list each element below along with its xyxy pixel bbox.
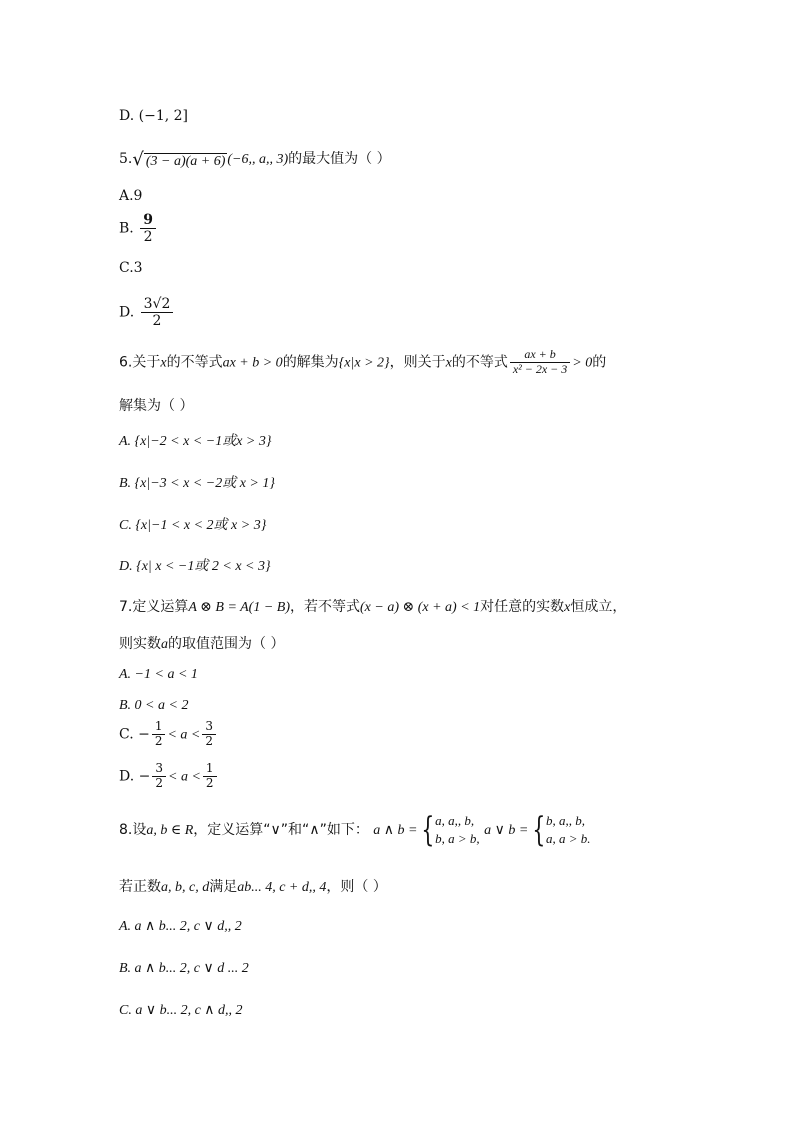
q8-and-cases	[435, 812, 480, 848]
q4-option-d-text: D. (−1, 2]	[119, 108, 188, 124]
q8-stem-part1: 8.设	[119, 822, 147, 839]
q7-option-d-d1: 2	[155, 775, 163, 790]
q6-stem-line1	[119, 348, 606, 377]
q6-stem-part2: 的不等式	[166, 354, 223, 371]
q5-option-b-label: B.	[119, 220, 134, 237]
q7-option-c-n2: 3	[202, 720, 216, 735]
q7-stem-line2-b: 的取值范围为（ ）	[168, 636, 285, 652]
q5-radicand: (3 − a)(a + 6)	[145, 153, 226, 169]
q8-line2-part2: 满足	[209, 879, 238, 895]
q6-option-b-text: B. {x|−3 < x < −2或 x > 1}	[119, 476, 275, 491]
q7-option-c-d2: 2	[205, 733, 214, 748]
q7-option-c-n1: 1	[152, 720, 166, 735]
q5-option-d-fraction	[141, 296, 174, 329]
q7-option-d-frac1	[152, 762, 166, 791]
q8-option-c	[119, 1002, 243, 1019]
q8-op-and: ∧	[309, 823, 320, 839]
q5-option-b-fraction	[140, 212, 156, 245]
q8-option-a	[119, 918, 242, 935]
q7-stem-line2	[119, 633, 284, 653]
q8-condition: ab... 4, c + d,, 4	[237, 880, 327, 895]
q6-stem-part1: 6.关于	[119, 354, 161, 371]
q6-option-d	[119, 555, 271, 575]
q5-option-d-label: D.	[119, 304, 135, 321]
q6-stem-part3: 的解集为	[282, 354, 339, 371]
q8-option-a-text: A. a ∧ b... 2, c ∨ d,, 2	[119, 919, 242, 934]
q6-var-x2: x	[445, 355, 452, 371]
q5-option-c	[119, 260, 143, 276]
q8-stem-line2	[119, 876, 387, 896]
q7-option-c-label: C. −	[119, 726, 150, 743]
q5-option-d-den: 2	[152, 313, 162, 330]
q6-option-d-text: D. {x| x < −1或 2 < x < 3}	[119, 559, 271, 574]
q5-option-b-den: 2	[143, 229, 153, 246]
q7-var-x: x	[564, 600, 571, 615]
q7-option-d-n1: 3	[152, 762, 166, 777]
q7-option-d-n2: 1	[203, 762, 217, 777]
q7-inequality: (x − a) ⊗ (x + a) < 1	[360, 600, 481, 615]
q8-stem-line1	[119, 810, 591, 851]
q8-option-b	[119, 960, 249, 977]
q7-option-c-mid: < a <	[167, 727, 201, 743]
q7-operation-def: A ⊗ B = A(1 − B)	[188, 600, 291, 615]
q7-option-b	[119, 697, 188, 714]
q6-fraction	[510, 348, 570, 377]
q7-option-a-text: A. −1 < a < 1	[119, 667, 198, 682]
q8-line2-part3: ，则（ ）	[326, 879, 387, 895]
q6-stem-part6: 的	[592, 354, 607, 371]
q8-or-brace: {	[532, 810, 546, 851]
q6-option-c	[119, 514, 266, 534]
q7-stem-line2-a: 则实数	[119, 636, 161, 652]
q5-condition: (−6,, a,, 3)	[227, 152, 289, 167]
q6-option-c-text: C. {x|−1 < x < 2或 x > 3}	[119, 518, 267, 533]
q6-stem-part4: ，则关于	[389, 354, 446, 371]
q8-stem-part3: ”和“	[280, 822, 310, 839]
q6-option-b	[119, 472, 275, 492]
q7-stem-part1: 7.定义运算	[119, 599, 189, 615]
q8-set-def: a, b ∈ R	[146, 823, 194, 839]
q7-stem-part4: 恒成立，	[570, 599, 627, 615]
q6-fraction-den: x² − 2x − 3	[512, 361, 568, 376]
q6-stem-part5: 的不等式	[451, 354, 508, 371]
q4-option-d	[119, 108, 188, 124]
q8-or-case1: b, a,, b,	[545, 813, 585, 828]
q8-and-case1: a, a,, b,	[435, 813, 475, 828]
q7-option-d	[119, 762, 219, 791]
q6-inequality: ax + b > 0	[222, 355, 283, 371]
q7-option-c-frac2	[202, 720, 216, 749]
q8-op-or: ∨	[270, 823, 281, 839]
q8-or-lhs: a ∨ b =	[484, 823, 529, 839]
q6-option-a-text: A. {x|−2 < x < −1或x > 3}	[119, 434, 272, 449]
q8-vars: a, b, c, d	[161, 880, 210, 895]
q7-option-d-frac2	[203, 762, 217, 791]
q8-option-c-text: C. a ∨ b... 2, c ∧ d,, 2	[119, 1003, 243, 1018]
q8-or-cases	[546, 812, 591, 848]
q7-option-d-mid: < a <	[168, 769, 201, 785]
q6-var-x1: x	[160, 355, 167, 371]
q5-option-a	[119, 188, 142, 204]
q7-option-d-label: D. −	[119, 768, 151, 785]
q8-stem-part2: ，定义运算“	[193, 822, 271, 839]
q5-option-c-text: C.3	[119, 260, 143, 276]
q5-option-b	[119, 212, 158, 245]
q8-and-lhs: a ∧ b =	[373, 823, 418, 839]
q8-and-case2: b, a > b,	[435, 831, 480, 847]
q5-option-d-num: 3√2	[141, 296, 174, 313]
q5-stem	[119, 148, 391, 170]
q8-stem-part4: ”如下：	[319, 822, 369, 839]
q7-option-a	[119, 666, 198, 683]
q7-option-d-d2: 2	[205, 775, 214, 790]
q6-stem-line2	[119, 395, 193, 415]
q6-solution-set: {x|x > 2}	[338, 355, 390, 371]
q5-option-a-text: A.9	[119, 188, 143, 204]
q6-fraction-tail: > 0	[572, 355, 593, 371]
q5-stem-suffix: 的最大值为（ ）	[288, 151, 391, 167]
q7-option-b-text: B. 0 < a < 2	[119, 698, 189, 713]
q6-fraction-num: ax + b	[510, 348, 570, 363]
q8-line2-part1: 若正数	[119, 879, 161, 895]
q7-stem-part3: 对任意的实数	[480, 599, 565, 615]
q7-stem-line1	[119, 596, 626, 616]
q7-stem-part2: ，若不等式	[290, 599, 361, 615]
q7-option-c-frac1	[152, 720, 166, 749]
q7-option-c	[119, 720, 218, 749]
q8-and-brace: {	[421, 810, 435, 851]
q8-option-b-text: B. a ∧ b... 2, c ∨ d ... 2	[119, 961, 249, 976]
q7-option-c-d1: 2	[154, 733, 163, 748]
q6-stem-line2-text: 解集为（ ）	[119, 398, 194, 414]
q5-option-b-num: 9	[140, 212, 156, 229]
q7-var-a: a	[161, 637, 168, 652]
q5-sqrt: √ (3 − a)(a + 6)	[132, 148, 226, 170]
q8-or-case2: a, a > b.	[545, 831, 591, 847]
q5-number: 5.	[119, 151, 133, 167]
q5-option-d	[119, 296, 175, 329]
q6-option-a	[119, 430, 271, 450]
